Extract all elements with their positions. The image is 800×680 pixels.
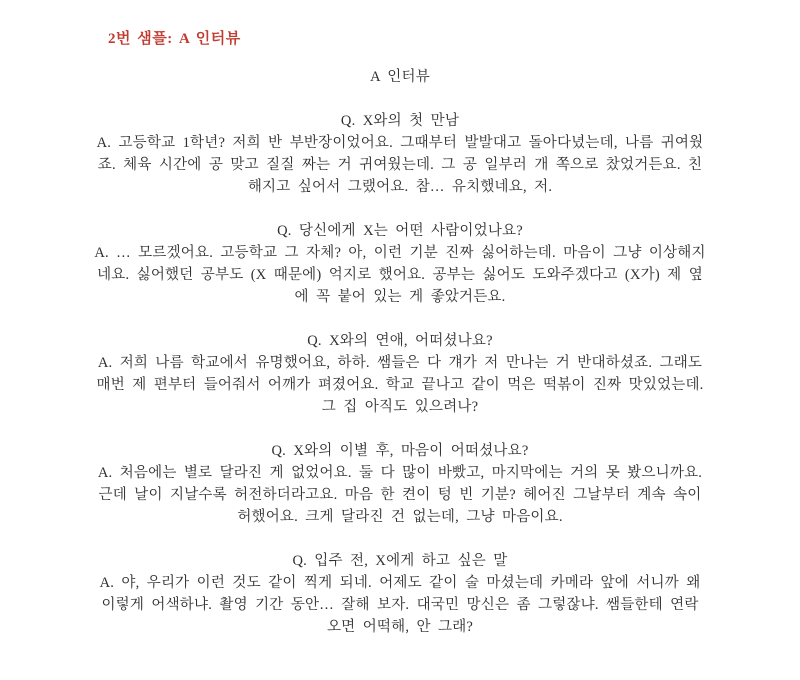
answer-text: A. 야, 우리가 이런 것도 같이 찍게 되네. 어제도 같이 술 마셨는데 카메라 앞에 서니까 왜 이렇게 어색하냐. 촬영 기간 동안… 잘해 보자. 대국민 망신은 좀 그렇잖냐. 쌤들한테 연락 오면 어떡해, 안 그래? [99,575,701,635]
answer-text: A. 저희 나름 학교에서 유명했어요, 하하. 쌤들은 다 걔가 저 만나는 거 반대하셨죠. 그래도 매번 제 편부터 들어줘서 어깨가 펴졌어요. 학교 끝나고 같이 먹은 떡볶이 진짜 맛있었는데. 그 집 아직도 있으려나? [96,355,704,415]
qa-block-2 [94,220,706,308]
answer-text: A. 고등학교 1학년? 저희 반 부반장이었어요. 그때부터 발발대고 돌아다녔는데, 나름 귀여웠죠. 체육 시간에 공 맞고 질질 짜는 거 귀여웠는데. 그 공 일부러 개 쪽으로 찼었거든요. 친해지고 싶어서 그랬어요. 참… 유치했네요, 저. [96,135,704,195]
question-text: Q. X와의 첫 만남 [340,113,460,129]
document-title: A 인터뷰 [370,69,430,85]
question-text: Q. X와의 연애, 어떠셨나요? [307,333,493,349]
answer-text: A. 처음에는 별로 달라진 게 없었어요. 둘 다 많이 바빴고, 마지막에는 거의 못 봤으니까요. 근데 날이 지날수록 허전하더라고요. 마음 한 켠이 텅 빈 기분? 헤어진 그날부터 계속 속이 허했어요. 크게 달라진 건 없는데, 그냥 마음이요. [97,465,703,525]
qa-block-4 [94,440,706,528]
qa-block-3 [94,330,706,418]
qa-block-5 [94,550,706,638]
answer-text: A. … 모르겠어요. 고등학교 그 자체? 아, 이런 기분 진짜 싫어하는데. 마음이 그냥 이상해지네요. 싫어했던 공부도 (X 때문에) 억지로 했어요. 공부는 싫어도 도와주겠다고 (X가) 제 옆에 꼭 붙어 있는 게 좋았거든요. [94,245,706,305]
sample-heading: 2번 샘플: A 인터뷰 [108,31,241,47]
interview-body [94,66,706,638]
qa-block-1 [94,110,706,198]
question-text: Q. 입주 전, X에게 하고 싶은 말 [292,553,508,569]
question-text: Q. X와의 이별 후, 마음이 어떠셨나요? [271,443,529,459]
question-text: Q. 당신에게 X는 어떤 사람이었나요? [277,223,523,239]
